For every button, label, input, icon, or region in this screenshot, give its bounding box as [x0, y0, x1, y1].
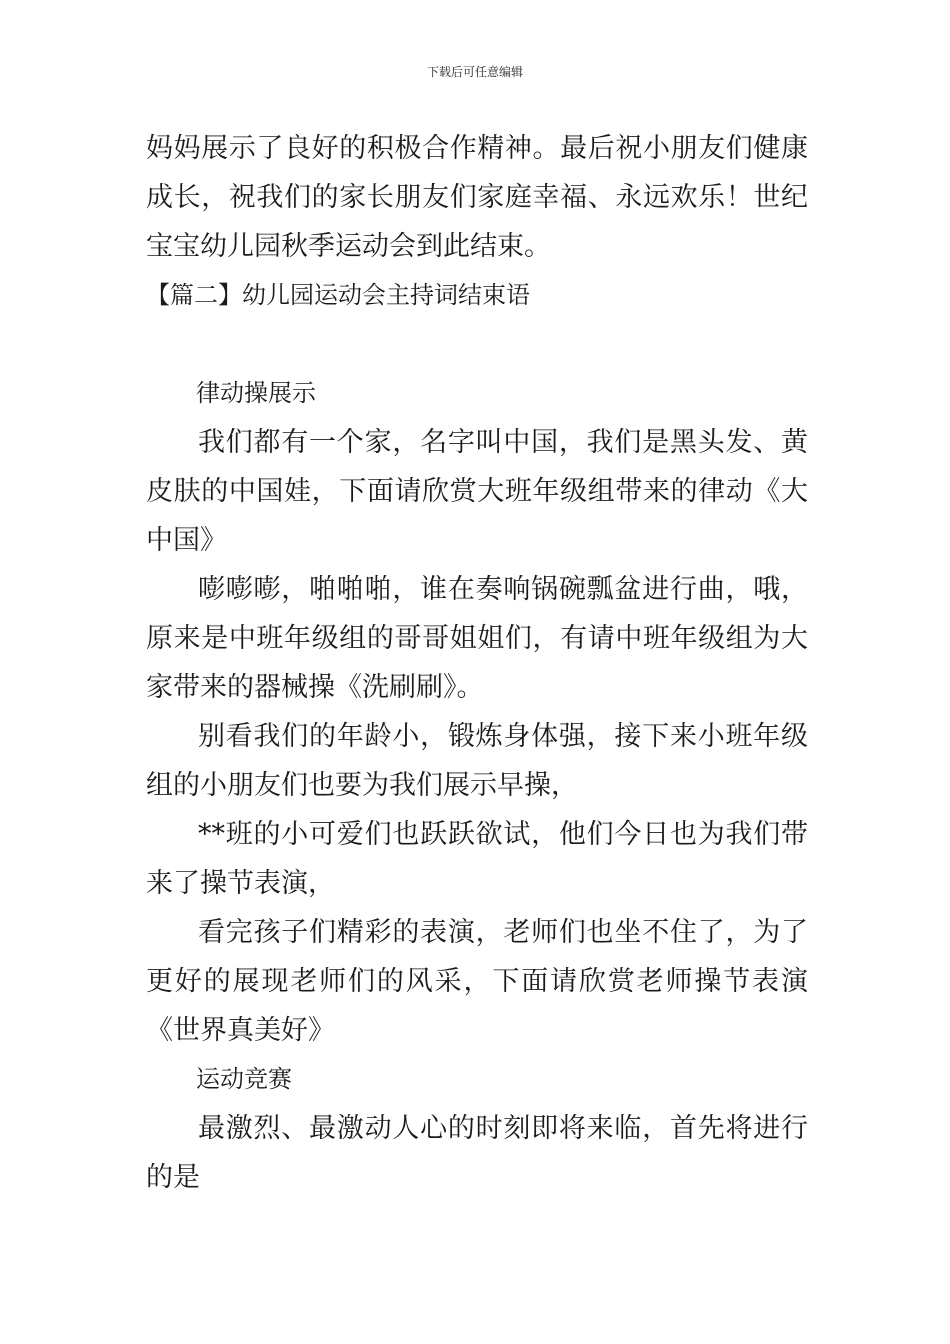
page-header: 下载后可任意编辑	[426, 65, 523, 79]
subheading-sports-competition: 运动竞赛	[196, 1065, 292, 1093]
paragraph-small-class: 别看我们的年龄小，锻炼身体强，接下来小班年级组的小朋友们也要为我们展示早操，	[146, 721, 808, 801]
subheading-rhythm-exercise: 律动操展示	[196, 379, 316, 407]
section-title: 【篇二】幼儿园运动会主持词结束语	[146, 281, 530, 309]
paragraph-competition: 最激烈、最激动人心的时刻即将来临，首先将进行的是	[146, 1113, 808, 1193]
spacer	[146, 320, 808, 369]
paragraph-big-class: 我们都有一个家，名字叫中国，我们是黑头发、黄皮肤的中国娃，下面请欣赏大班年级组带来的律动《大中国》	[146, 427, 808, 556]
paragraph-class-performance: **班的小可爱们也跃跃欲试，他们今日也为我们带来了操节表演，	[146, 819, 808, 899]
paragraph-middle-class: 嘭嘭嘭，啪啪啪，谁在奏响锅碗瓢盆进行曲，哦，原来是中班年级组的哥哥姐姐们，有请中班年级组为大家带来的器械操《洗刷刷》。	[146, 574, 808, 703]
paragraph-closing: 妈妈展示了良好的积极合作精神。最后祝小朋友们健康成长，祝我们的家长朋友们家庭幸福、永远欢乐！世纪宝宝幼儿园秋季运动会到此结束。	[146, 133, 808, 262]
paragraph-teachers: 看完孩子们精彩的表演，老师们也坐不住了，为了更好的展现老师们的风采，下面请欣赏老师操节表演《世界真美好》	[146, 917, 808, 1046]
document-body	[146, 124, 808, 1202]
